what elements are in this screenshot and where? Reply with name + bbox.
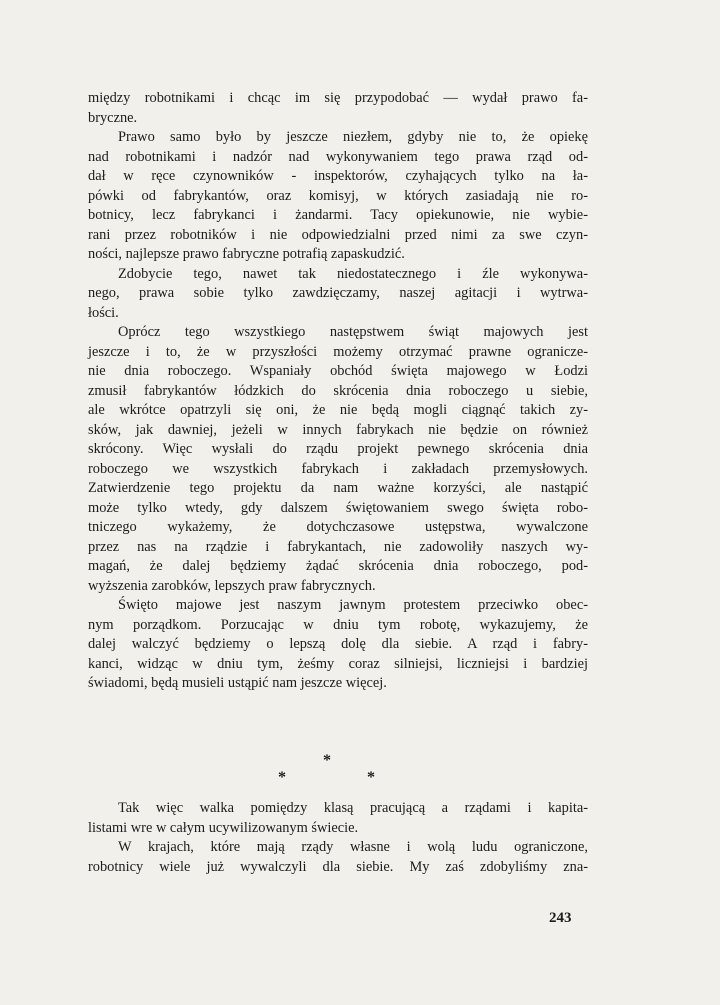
text-line: jeszcze i to, że w przyszłości możemy otrzymać prawne ogranicze-	[88, 343, 588, 360]
section-separator	[0, 752, 720, 792]
separator-asterisk: *	[323, 752, 331, 769]
text-line: Prawo samo było by jeszcze niezłem, gdyby nie to, że opiekę	[118, 129, 588, 145]
text-line: może tylko wtedy, gdy dalszem świętowaniem swego święta robo-	[88, 499, 588, 516]
text-line: listami wre w całym ucywilizowanym świecie.	[88, 819, 359, 836]
text-line: skrócony. Więc wysłali do rządu projekt pewnego skrócenia dnia	[88, 441, 588, 457]
text-line: kanci, widząc w dniu tym, żeśmy coraz silniejsi, liczniejsi i bardziej	[88, 655, 588, 672]
text-line: robotnicy wiele już wywalczyli dla siebie. My zaś zdobyliśmy zna-	[88, 858, 588, 875]
separator-asterisk: *	[278, 769, 286, 786]
text-line: wyższenia zarobków, lepszych praw fabrycznych.	[88, 577, 376, 594]
text-line: magań, że dalej będziemy żądać skrócenia dnia roboczego, pod-	[88, 558, 588, 574]
text-line: dał w ręce czynowników - inspektorów, czyhających tylko na ła-	[88, 168, 588, 184]
text-block-top	[88, 89, 588, 694]
text-line: zmusił fabrykantów łódzkich do skrócenia dnia roboczego u siebie,	[88, 382, 588, 399]
text-line: ności, najlepsze prawo fabryczne potrafią zapaskudzić.	[88, 246, 405, 262]
text-line: dalej walczyć będziemy o lepszą dolę dla siebie. A rząd i fabry-	[88, 636, 588, 652]
page-number: 243	[549, 910, 572, 926]
text-line: przez nas na rządzie i fabrykantach, nie zadowoliły naszych wy-	[88, 538, 588, 555]
text-line: W krajach, które mają rządy własne i wolą ludu ograniczone,	[118, 839, 588, 855]
text-line: świadomi, będą musieli ustąpić nam jeszcze więcej.	[88, 675, 387, 691]
text-line: Oprócz tego wszystkiego następstwem świąt majowych jest	[118, 324, 588, 340]
text-line: ale wkrótce opatrzyli się oni, że nie będą mogli ciągnąć takich zy-	[88, 402, 588, 418]
text-line: łości.	[88, 304, 119, 321]
text-line: tniczego wykażemy, że dotychczasowe ustępstwa, wywalczone	[88, 519, 588, 535]
text-line: sków, jak dawniej, jeżeli w innych fabrykach nie będzie on również	[88, 421, 588, 438]
text-line: botnicy, lecz fabrykanci i żandarmi. Tacy opiekunowie, nie wybie-	[88, 207, 588, 223]
text-line: Tak więc walka pomiędzy klasą pracującą a rządami i kapita-	[118, 800, 588, 816]
text-line: bryczne.	[88, 109, 138, 126]
text-line: nad robotnikami i nadzór nad wykonywaniem tego prawa rząd od-	[88, 148, 588, 165]
text-block-bottom	[88, 799, 588, 877]
text-line: nie dnia roboczego. Wspaniały obchód święta majowego w Łodzi	[88, 363, 588, 379]
separator-asterisk: *	[367, 769, 375, 786]
text-line: nego, prawa sobie tylko zawdzięczamy, naszej agitacji i wytrwa-	[88, 285, 588, 301]
text-line: Zdobycie tego, nawet tak niedostatecznego i źle wykonywa-	[118, 265, 588, 282]
text-line: pówki od fabrykantów, oraz komisyj, w których zasiadają nie ro-	[88, 187, 588, 204]
text-line: Święto majowe jest naszym jawnym protestem przeciwko obec-	[118, 597, 588, 613]
text-line: między robotnikami i chcąc im się przypodobać — wydał prawo fa-	[88, 90, 588, 106]
text-line: rani przez robotników i nie odpowiedzialni przed nimi za swe czyn-	[88, 226, 588, 243]
text-line: nym porządkom. Porzucając w dniu tym robotę, wykazujemy, że	[88, 616, 588, 633]
text-line: Zatwierdzenie tego projektu da nam ważne korzyści, ale nastąpić	[88, 480, 588, 496]
text-line: roboczego we wszystkich fabrykach i zakładach przemysłowych.	[88, 460, 588, 477]
